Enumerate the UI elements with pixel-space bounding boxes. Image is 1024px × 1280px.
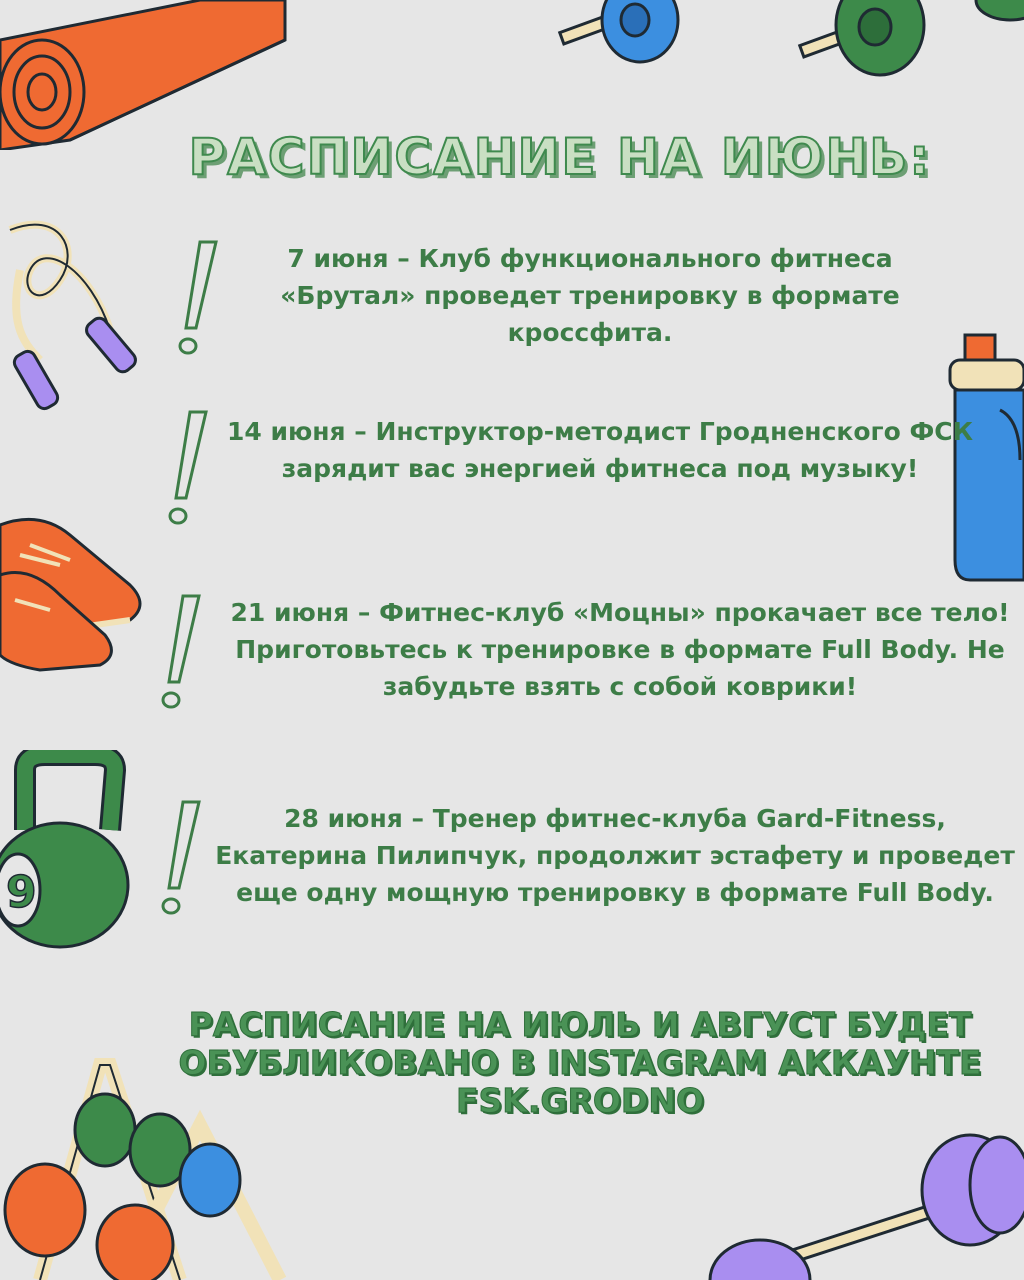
exclamation-icon — [172, 238, 222, 358]
kettlebell-icon — [0, 750, 135, 950]
exclamation-icon — [155, 592, 205, 712]
event-june-14: 14 июня – Инструктор-методист Гродненского ФСК зарядит вас энергией фитнеса под музыку! — [226, 417, 974, 483]
exclamation-icon — [155, 798, 205, 918]
exclamation-icon — [162, 408, 212, 528]
event-june-7: 7 июня – Клуб функционального фитнеса «Брутал» проведет тренировку в формате кроссфита. — [280, 244, 900, 347]
page-title: РАСПИСАНИЕ НА ИЮНЬ: — [188, 128, 932, 186]
kettlebell-number: 9 — [6, 867, 37, 918]
event-june-28: 28 июня – Тренер фитнес-клуба Gard-Fitness, Екатерина Пилипчук, продолжит эстафету и проведет еще одну мощную тренировку в формате Full Body. — [215, 804, 1015, 907]
footer-announcement: РАСПИСАНИЕ НА ИЮЛЬ И АВГУСТ БУДЕТ ОБУБЛИКОВАНО В INSTAGRAM АККАУНТЕ FSK.GRODNO — [178, 1005, 982, 1120]
dumbbell-icon — [555, 0, 1024, 90]
event-june-21: 21 июня – Фитнес-клуб «Моцны» прокачает все тело! Приготовьтесь к тренировке в формате Full Body. Не забудьте взять с собой коврики! — [230, 598, 1010, 701]
sneakers-icon — [0, 505, 150, 675]
jump-rope-icon — [0, 210, 160, 420]
barbell-icon — [700, 1130, 1024, 1280]
